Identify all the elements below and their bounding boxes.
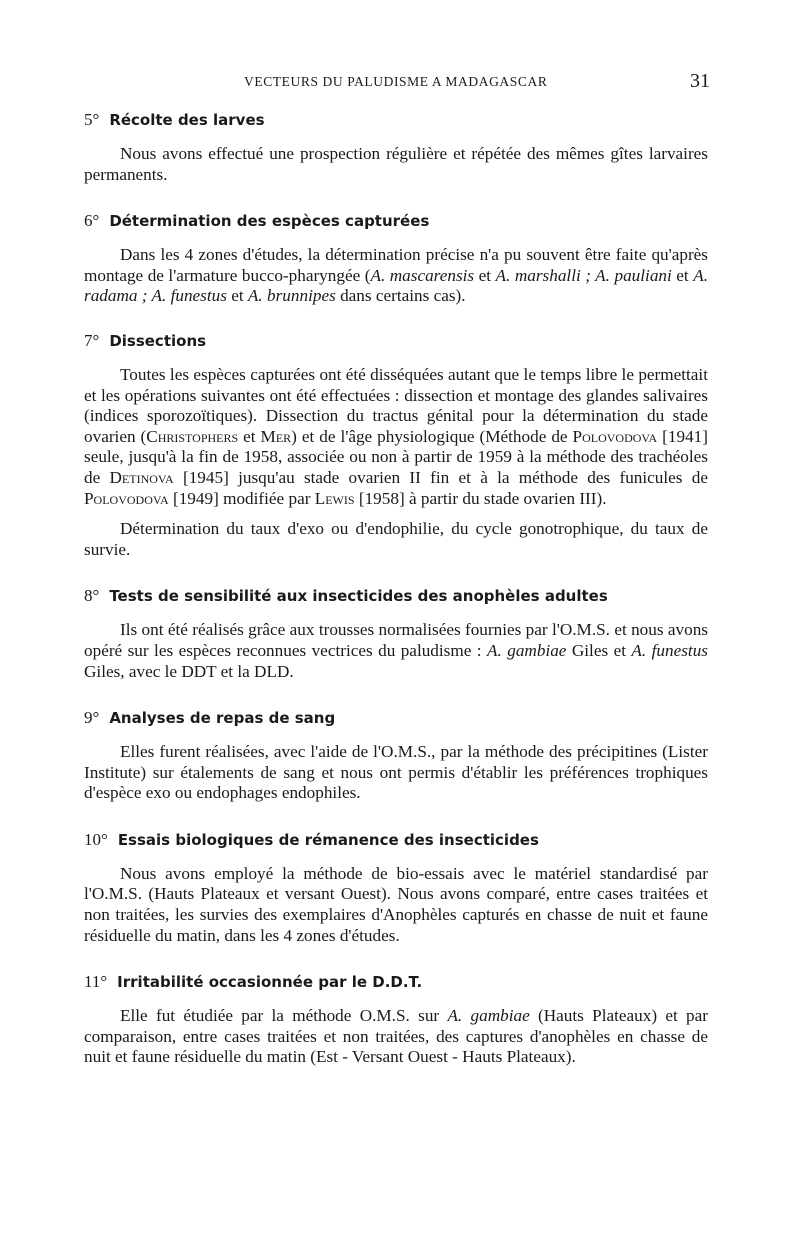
section-heading (84, 830, 708, 850)
text-run: [1958] à partir du stade ovarien III). (354, 488, 607, 508)
section-number: 6° (84, 211, 100, 231)
species-name: A. brunnipes (247, 286, 336, 306)
author-name: Mer (260, 426, 292, 446)
section-heading (84, 708, 708, 728)
section-title: Irritabilité occasionnée par le D.D.T. (117, 973, 423, 992)
section-heading (84, 586, 708, 606)
author-name: Detinova (109, 467, 174, 487)
paragraph (84, 245, 708, 307)
species-name: A. gambiae (447, 1006, 530, 1026)
page-number: 31 (690, 70, 710, 92)
author-name: Christophers (146, 426, 239, 446)
paragraph (84, 365, 708, 509)
author-name: Polovodova (84, 488, 169, 508)
section-heading (84, 211, 708, 231)
author-name: Lewis (314, 488, 355, 508)
species-name: A. gambiae (487, 640, 567, 660)
text-run: et (671, 265, 694, 285)
text-run: ) et de l'âge physiologique (Méthode de (291, 426, 573, 446)
section-title: Détermination des espèces capturées (109, 212, 430, 231)
section-tests-sensibilite (84, 586, 708, 682)
text-run: et (226, 286, 248, 306)
section-number: 5° (84, 110, 100, 129)
section-determination-especes (84, 211, 708, 307)
text-run: Ils ont été réalisés grâce aux trousses normalisées fournies par l'O.M.S. et nous avons opéré sur les espèces reconnues vectrices du paludisme : (84, 620, 708, 660)
section-title: Dissections (109, 331, 207, 350)
section-title: Tests de sensibilité aux insecticides des anophèles adultes (109, 587, 608, 606)
paragraph (84, 1006, 708, 1068)
text-run: Giles, avec le DDT et la DLD. (84, 661, 294, 681)
text-run: Dans les 4 zones d'études, la détermination précise n'a pu souvent être faite qu'après montage de l'armature bucco-pharyngée ( (84, 245, 708, 285)
paragraph: Nous avons employé la méthode de bio-essais avec le matériel standardisé par l'O.M.S. (Hauts Plateaux et versant Ouest). Nous avons comparé, entre cases traitées et non traitées, les survies des exemplaires d'Anophèles capturés en chasse de nuit et faune résiduelle du matin, dans les 4 zones d'études. (84, 863, 708, 945)
section-heading (84, 110, 708, 130)
section-number: 10° (84, 829, 108, 849)
species-name: A. marshalli ; A. pauliani (495, 265, 672, 285)
text-run: dans certains cas). (335, 286, 466, 306)
section-dissections (84, 331, 708, 560)
section-number: 11° (84, 972, 108, 992)
text-run: [1945] jusqu'au stade ovarien II fin et à la méthode des funicules de (173, 467, 708, 487)
author-name: Polovodova (572, 426, 658, 446)
section-number: 7° (84, 330, 100, 350)
section-number: 8° (84, 586, 100, 606)
text-run: et (474, 265, 496, 285)
paragraph (84, 620, 708, 682)
section-essais-biologiques (84, 830, 708, 946)
text-run: Giles et (566, 640, 632, 660)
paragraph: Elles furent réalisées, avec l'aide de l'O.M.S., par la méthode des précipitines (Lister Institute) sur étalements de sang et nous ont permis d'établir les préférences trophiques d'espèce exo ou endophages endophiles. (84, 742, 708, 803)
section-heading (84, 331, 708, 351)
text-run: Elle fut étudiée par la méthode O.M.S. sur (120, 1006, 448, 1026)
running-title: VECTEURS DU PALUDISME A MADAGASCAR (244, 74, 548, 89)
text-run: (Hauts Plateaux) et par comparaison, entre cases traitées et non traitées, des captures d'anophèles en chasse de nuit et faune résiduelle du matin (Est - Versant Ouest - Hauts Plateaux). (84, 1006, 708, 1067)
section-heading (84, 972, 708, 992)
section-recolte-larves (84, 110, 708, 185)
text-run: [1941] seule, jusqu'à la fin de 1958, associée ou non à partir de 1959 à la méthode des trachéoles de (84, 426, 709, 487)
section-title: Récolte des larves (109, 111, 265, 129)
text-run: [1949] modifiée par (168, 488, 315, 508)
text-run: et (238, 426, 261, 446)
running-header (84, 70, 708, 100)
text-run: Toutes les espèces capturées ont été disséquées autant que le temps libre le permettait et les opérations suivantes ont été effectuées : dissection et montage des glandes salivaires (indices sporozoïtiques). Dissection du tractus génital pour la détermination du stade ovarien ( (84, 364, 708, 446)
species-name: A. mascarensis (370, 265, 475, 285)
paragraph: Nous avons effectué une prospection régulière et répétée des mêmes gîtes larvaires permanents. (84, 144, 708, 184)
section-analyses-repas (84, 708, 708, 804)
document-page (84, 70, 708, 1078)
section-title: Analyses de repas de sang (109, 709, 336, 728)
section-number: 9° (84, 708, 100, 728)
section-irritabilite (84, 972, 708, 1068)
paragraph: Détermination du taux d'exo ou d'endophilie, du cycle gonotrophique, du taux de survie. (84, 519, 708, 559)
species-name: A. funestus (631, 640, 708, 660)
species-name: A. radama ; A. funestus (84, 265, 709, 306)
section-title: Essais biologiques de rémanence des insecticides (117, 830, 539, 849)
